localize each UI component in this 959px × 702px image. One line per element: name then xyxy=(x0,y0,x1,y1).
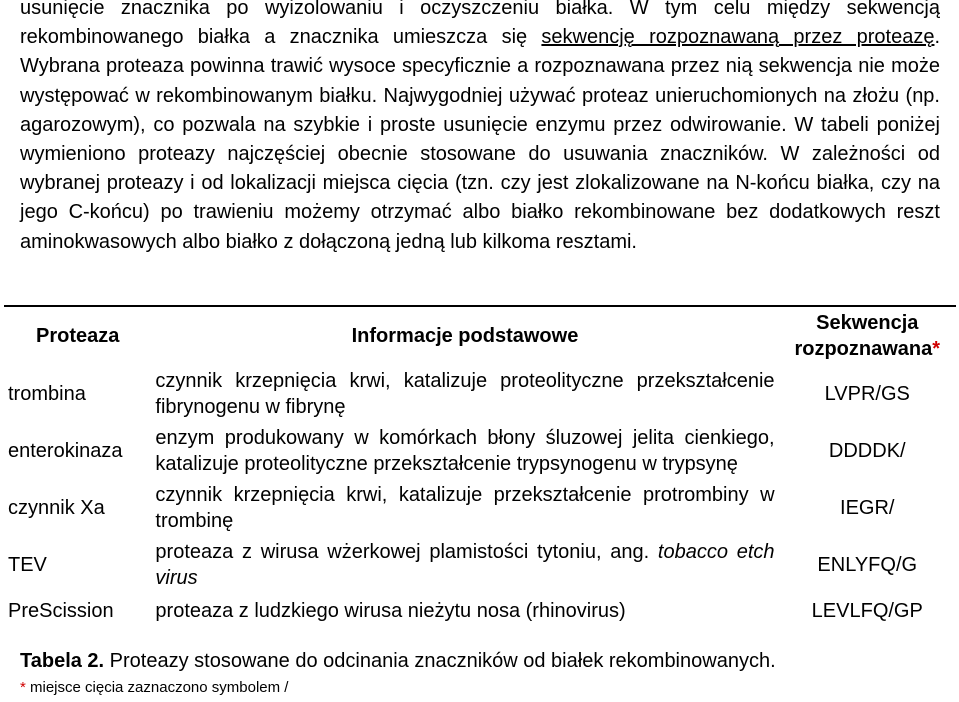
paragraph-line: usunięcie znacznika po wyizolowaniu i oczyszczeniu białka. W tym celu między sekwencją xyxy=(20,0,940,19)
protease-info-text: proteaza z wirusa wżerkowej plamistości tytoniu, ang. xyxy=(155,540,658,563)
table-row xyxy=(4,422,956,479)
table-row xyxy=(4,365,956,422)
protease-table xyxy=(4,305,956,629)
protease-info: czynnik krzepnięcia krwi, katalizuje przekształcenie protrombiny w trombinę xyxy=(155,483,775,532)
table-caption xyxy=(20,650,776,673)
paragraph-line-text: rekombinowanego białka a znacznika umieszcza się xyxy=(20,26,542,49)
header-protease: Proteaza xyxy=(36,324,120,347)
caption-label: Tabela 2. xyxy=(20,650,105,672)
protease-info: enzym produkowany w komórkach błony śluzowej jelita cienkiego, katalizuje proteolityczne przekształcenie trypsynogenu w trypsynę xyxy=(155,426,775,475)
header-sequence-line1: Sekwencja xyxy=(816,312,919,334)
footnote-asterisk: * xyxy=(20,679,26,696)
table-footnote xyxy=(20,679,288,696)
header-info: Informacje podstawowe xyxy=(351,324,579,347)
table-row xyxy=(4,593,956,629)
table-row xyxy=(4,536,956,593)
paragraph-line: jego C-końcu) po trawieniu możemy otrzymać albo białko rekombinowane bez dodatkowych reszt xyxy=(20,201,940,224)
protease-name: enterokinaza xyxy=(8,439,123,462)
protease-info: proteaza z ludzkiego wirusa nieżytu nosa (rhinovirus) xyxy=(155,600,626,622)
protease-sequence: LVPR/GS xyxy=(824,382,910,405)
protease-name: trombina xyxy=(8,382,86,405)
paragraph-line: Wybrana proteaza powinna trawić wysoce specyficznie a rozpoznawana przez nią sekwencja nie może xyxy=(20,55,940,78)
protease-info xyxy=(151,536,778,593)
paragraph-line: agarozowym), co pozwala na szybkie i proste usunięcie enzymu przez odwirowanie. W tabeli poniżej xyxy=(20,113,940,136)
caption-text: Proteazy stosowane do odcinania znaczników od białek rekombinowanych. xyxy=(104,650,776,672)
paragraph-line: występować w rekombinowanym białku. Najwygodniej używać proteaz unieruchomionych na złożu (np. xyxy=(20,84,940,107)
paragraph-line: aminokwasowych albo białko z dołączoną jedną lub kilkoma resztami. xyxy=(20,230,637,253)
body-paragraph xyxy=(20,0,940,257)
protease-info-italic: tobacco etch virus xyxy=(155,540,775,589)
paragraph-line: wymieniono proteazy najczęściej obecnie stosowane do usuwania znaczników. W zależności od xyxy=(20,143,940,166)
paragraph-line: wybranej proteazy i od lokalizacji miejsca cięcia (tzn. czy jest zlokalizowane na N-końcu białka, czy na xyxy=(20,172,940,195)
paragraph-line: rekombinowanego białka a znacznika umieszcza się sekwencję rozpoznawaną przez proteazę. xyxy=(20,26,941,49)
protease-table-grid xyxy=(4,305,956,629)
footnote-text: miejsce cięcia zaznaczono symbolem / xyxy=(25,679,289,696)
protease-info: czynnik krzepnięcia krwi, katalizuje proteolityczne przekształcenie fibrynogenu w fibrynę xyxy=(155,369,775,418)
protease-name: TEV xyxy=(8,553,47,576)
table-header-row xyxy=(4,307,956,365)
header-sequence-line2: rozpoznawana xyxy=(794,338,933,360)
protease-name: czynnik Xa xyxy=(8,496,105,519)
protease-sequence: LEVLFQ/GP xyxy=(811,600,923,622)
protease-name: PreScission xyxy=(8,600,114,622)
protease-sequence: DDDDK/ xyxy=(828,439,906,462)
asterisk-marker: * xyxy=(932,338,941,360)
table-row xyxy=(4,479,956,536)
protease-sequence: IEGR/ xyxy=(840,496,895,519)
header-sequence xyxy=(779,307,956,365)
protease-sequence: ENLYFQ/G xyxy=(817,553,918,576)
underlined-phrase: sekwencję rozpoznawaną przez proteazę xyxy=(541,26,935,49)
